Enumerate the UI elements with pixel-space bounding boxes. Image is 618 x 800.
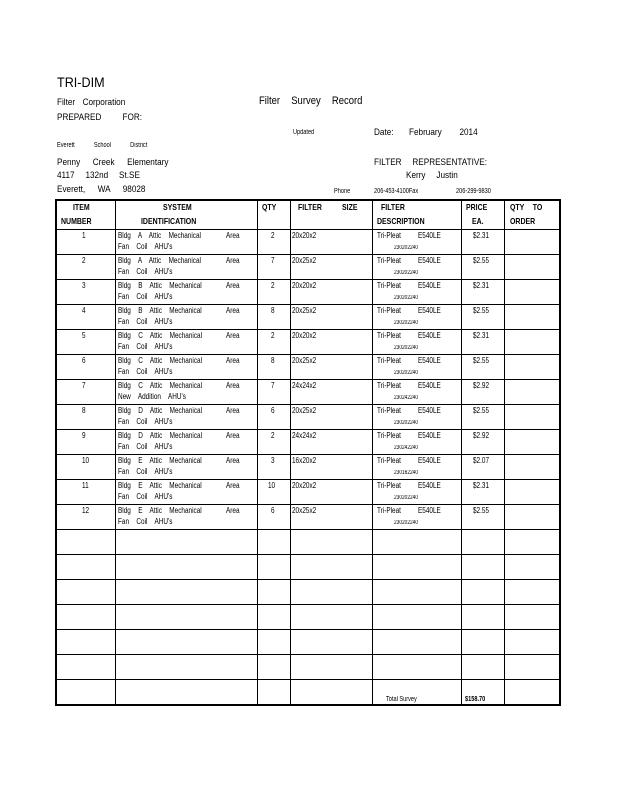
system-id-line2: Fan Coil AHU's: [118, 467, 173, 476]
filter-size-value: 20x20x2: [292, 281, 317, 290]
price-each-value: $2.55: [473, 256, 490, 265]
filter-size-header: FILTER: [298, 202, 322, 212]
table-column-line: [504, 199, 505, 706]
system-id-area: Area: [226, 481, 240, 490]
system-id-line1: Bldg B Attic Mechanical: [118, 306, 202, 315]
filter-description-line2: 230202240: [394, 270, 419, 276]
item-number: 1: [82, 231, 86, 240]
filter-description-line1: Tri-Pleat: [377, 406, 401, 415]
filter-description-line2: 230202240: [394, 245, 419, 251]
fax-value: 206-299-9830: [456, 188, 491, 195]
filter-description-line2: 230162240: [394, 470, 419, 476]
system-id-line1: Bldg D Attic Mechanical: [118, 431, 203, 440]
system-id-line1: Bldg A Attic Mechanical: [118, 231, 201, 240]
table-row-line: [55, 629, 560, 630]
address-line-1: 4117 132nd St.SE: [57, 170, 140, 181]
system-id-area: Area: [226, 331, 240, 340]
price-each-header-line2: EA.: [472, 216, 484, 226]
table-row-line: [55, 529, 560, 530]
filter-size-value: 20x25x2: [292, 256, 317, 265]
phone-value: 206-453-4100Fax: [374, 188, 419, 195]
filter-size-header-size: SIZE: [342, 202, 358, 212]
system-id-line1: Bldg E Attic Mechanical: [118, 456, 202, 465]
filter-description-line2: 230202240: [394, 495, 419, 501]
system-id-area: Area: [226, 406, 240, 415]
filter-size-value: 20x25x2: [292, 406, 317, 415]
price-each-value: $2.55: [473, 306, 490, 315]
qty-to-order-header-line2: ORDER: [510, 216, 536, 226]
system-id-area: Area: [226, 356, 240, 365]
filter-description-model: E540LE: [418, 306, 441, 315]
filter-description-model: E540LE: [418, 381, 441, 390]
filter-rep-name: Kerry Justin: [406, 170, 458, 181]
system-id-line1: Bldg C Attic Mechanical: [118, 356, 203, 365]
system-id-line2: Fan Coil AHU's: [118, 417, 173, 426]
filter-description-line1: Tri-Pleat: [377, 506, 401, 515]
filter-description-model: E540LE: [418, 456, 441, 465]
price-each-value: $2.31: [473, 331, 490, 340]
price-each-value: $2.31: [473, 231, 490, 240]
qty-value: 7: [271, 256, 275, 265]
system-id-line2: Fan Coil AHU's: [118, 267, 173, 276]
system-id-area: Area: [226, 381, 240, 390]
qty-value: 6: [271, 506, 275, 515]
site-name: Penny Creek Elementary: [57, 157, 169, 168]
table-row-line: [55, 604, 560, 605]
system-id-line1: Bldg C Attic Mechanical: [118, 381, 203, 390]
item-number: 6: [82, 356, 86, 365]
filter-description-model: E540LE: [418, 506, 441, 515]
filter-description-line2: 230202240: [394, 520, 419, 526]
filter-description-header: FILTER: [381, 202, 405, 212]
qty-value: 6: [271, 406, 275, 415]
system-identification-header: SYSTEM: [163, 202, 192, 212]
filter-description-model: E540LE: [418, 431, 441, 440]
filter-description-line1: Tri-Pleat: [377, 331, 401, 340]
filter-size-value: 20x25x2: [292, 506, 317, 515]
item-number-header-line2: NUMBER: [61, 216, 92, 226]
filter-size-value: 20x20x2: [292, 231, 317, 240]
system-id-area: Area: [226, 256, 240, 265]
qty-value: 2: [271, 281, 275, 290]
table-column-line: [257, 199, 258, 706]
filter-description-header-line2: DESCRIPTION: [377, 216, 425, 226]
date-label: Date:: [374, 127, 394, 138]
filter-description-line1: Tri-Pleat: [377, 281, 401, 290]
filter-description-line1: Tri-Pleat: [377, 356, 401, 365]
qty-value: 2: [271, 231, 275, 240]
qty-value: 8: [271, 356, 275, 365]
filter-size-value: 20x25x2: [292, 356, 317, 365]
total-survey-label: Total Survey: [386, 696, 417, 703]
qty-value: 2: [271, 331, 275, 340]
price-each-value: $2.31: [473, 281, 490, 290]
date-value: February 2014: [409, 127, 478, 138]
item-number-header: ITEM: [73, 202, 90, 212]
item-number: 3: [82, 281, 86, 290]
system-id-line2: Fan Coil AHU's: [118, 292, 173, 301]
address-line-2: Everett, WA 98028: [57, 184, 146, 195]
table-column-line: [559, 199, 561, 706]
system-id-area: Area: [226, 506, 240, 515]
price-each-value: $2.55: [473, 506, 490, 515]
filter-size-value: 24x24x2: [292, 431, 317, 440]
filter-description-line1: Tri-Pleat: [377, 456, 401, 465]
system-id-area: Area: [226, 456, 240, 465]
item-number: 12: [82, 506, 90, 515]
system-id-area: Area: [226, 281, 240, 290]
system-id-line1: Bldg D Attic Mechanical: [118, 406, 203, 415]
qty-header: QTY: [262, 202, 277, 212]
system-identification-header-line2: IDENTIFICATION: [141, 216, 197, 226]
filter-description-line1: Tri-Pleat: [377, 306, 401, 315]
item-number: 2: [82, 256, 86, 265]
phone-label: Phone: [334, 188, 351, 195]
system-id-line1: Bldg B Attic Mechanical: [118, 281, 202, 290]
filter-size-value: 24x24x2: [292, 381, 317, 390]
table-row-line: [55, 679, 560, 680]
price-each-value: $2.92: [473, 431, 490, 440]
filter-description-line1: Tri-Pleat: [377, 481, 401, 490]
document-title: Filter Survey Record: [259, 95, 363, 107]
system-id-line2: Fan Coil AHU's: [118, 342, 173, 351]
table-row-line: [55, 579, 560, 580]
updated-label: Updated: [293, 129, 315, 136]
client-name: Everett School District: [57, 142, 148, 149]
price-each-value: $2.55: [473, 406, 490, 415]
item-number: 4: [82, 306, 86, 315]
filter-description-line2: 230242240: [394, 445, 419, 451]
price-each-value: $2.07: [473, 456, 490, 465]
filter-description-line2: 230202240: [394, 345, 419, 351]
system-id-line2: Fan Coil AHU's: [118, 242, 173, 251]
system-id-line2: New Addition AHU's: [118, 392, 186, 401]
item-number: 10: [82, 456, 90, 465]
table-row-line: [55, 654, 560, 655]
filter-size-value: 20x20x2: [292, 331, 317, 340]
filter-description-model: E540LE: [418, 281, 441, 290]
filter-description-model: E540LE: [418, 406, 441, 415]
filter-description-line2: 230242240: [394, 395, 419, 401]
filter-description-model: E540LE: [418, 481, 441, 490]
system-id-line1: Bldg E Attic Mechanical: [118, 506, 202, 515]
system-id-line2: Fan Coil AHU's: [118, 442, 173, 451]
price-each-value: $2.31: [473, 481, 490, 490]
table-column-line: [55, 199, 57, 706]
price-each-header: PRICE: [466, 202, 488, 212]
qty-to-order-header: QTY TO: [510, 202, 543, 212]
system-id-line2: Fan Coil AHU's: [118, 367, 173, 376]
table-column-line: [372, 199, 373, 706]
system-id-line1: Bldg E Attic Mechanical: [118, 481, 202, 490]
filter-description-line2: 230202240: [394, 295, 419, 301]
qty-value: 7: [271, 381, 275, 390]
system-id-area: Area: [226, 231, 240, 240]
item-number: 9: [82, 431, 86, 440]
filter-description-line2: 230202240: [394, 320, 419, 326]
filter-description-model: E540LE: [418, 356, 441, 365]
table-row-line: [55, 554, 560, 555]
item-number: 8: [82, 406, 86, 415]
price-each-value: $2.92: [473, 381, 490, 390]
system-id-area: Area: [226, 306, 240, 315]
filter-rep-label: FILTER REPRESENTATIVE:: [374, 157, 488, 168]
filter-description-line1: Tri-Pleat: [377, 431, 401, 440]
system-id-line2: Fan Coil AHU's: [118, 317, 173, 326]
system-id-line2: Fan Coil AHU's: [118, 517, 173, 526]
table-column-line: [461, 199, 462, 706]
qty-value: 10: [268, 481, 276, 490]
filter-size-value: 20x20x2: [292, 481, 317, 490]
qty-value: 3: [271, 456, 275, 465]
filter-description-line2: 230202240: [394, 370, 419, 376]
item-number: 7: [82, 381, 86, 390]
table-column-line: [290, 199, 291, 706]
company-subtitle: Filter Corporation: [57, 97, 126, 108]
qty-value: 8: [271, 306, 275, 315]
filter-description-line2: 230202240: [394, 420, 419, 426]
table-border-top: [55, 200, 560, 201]
filter-description-model: E540LE: [418, 231, 441, 240]
system-id-area: Area: [226, 431, 240, 440]
filter-size-value: 20x25x2: [292, 306, 317, 315]
filter-size-value: 16x20x2: [292, 456, 317, 465]
company-name: TRI-DIM: [57, 74, 105, 90]
item-number: 5: [82, 331, 86, 340]
total-survey-value: $158.70: [465, 696, 486, 703]
system-id-line1: Bldg C Attic Mechanical: [118, 331, 203, 340]
filter-description-model: E540LE: [418, 331, 441, 340]
filter-description-model: E540LE: [418, 256, 441, 265]
qty-value: 2: [271, 431, 275, 440]
prepared-for-label: PREPARED FOR:: [57, 112, 143, 123]
item-number: 11: [82, 481, 89, 490]
filter-description-line1: Tri-Pleat: [377, 381, 401, 390]
filter-description-line1: Tri-Pleat: [377, 256, 401, 265]
filter-description-line1: Tri-Pleat: [377, 231, 401, 240]
system-id-line2: Fan Coil AHU's: [118, 492, 173, 501]
table-column-line: [115, 199, 116, 706]
price-each-value: $2.55: [473, 356, 490, 365]
system-id-line1: Bldg A Attic Mechanical: [118, 256, 201, 265]
